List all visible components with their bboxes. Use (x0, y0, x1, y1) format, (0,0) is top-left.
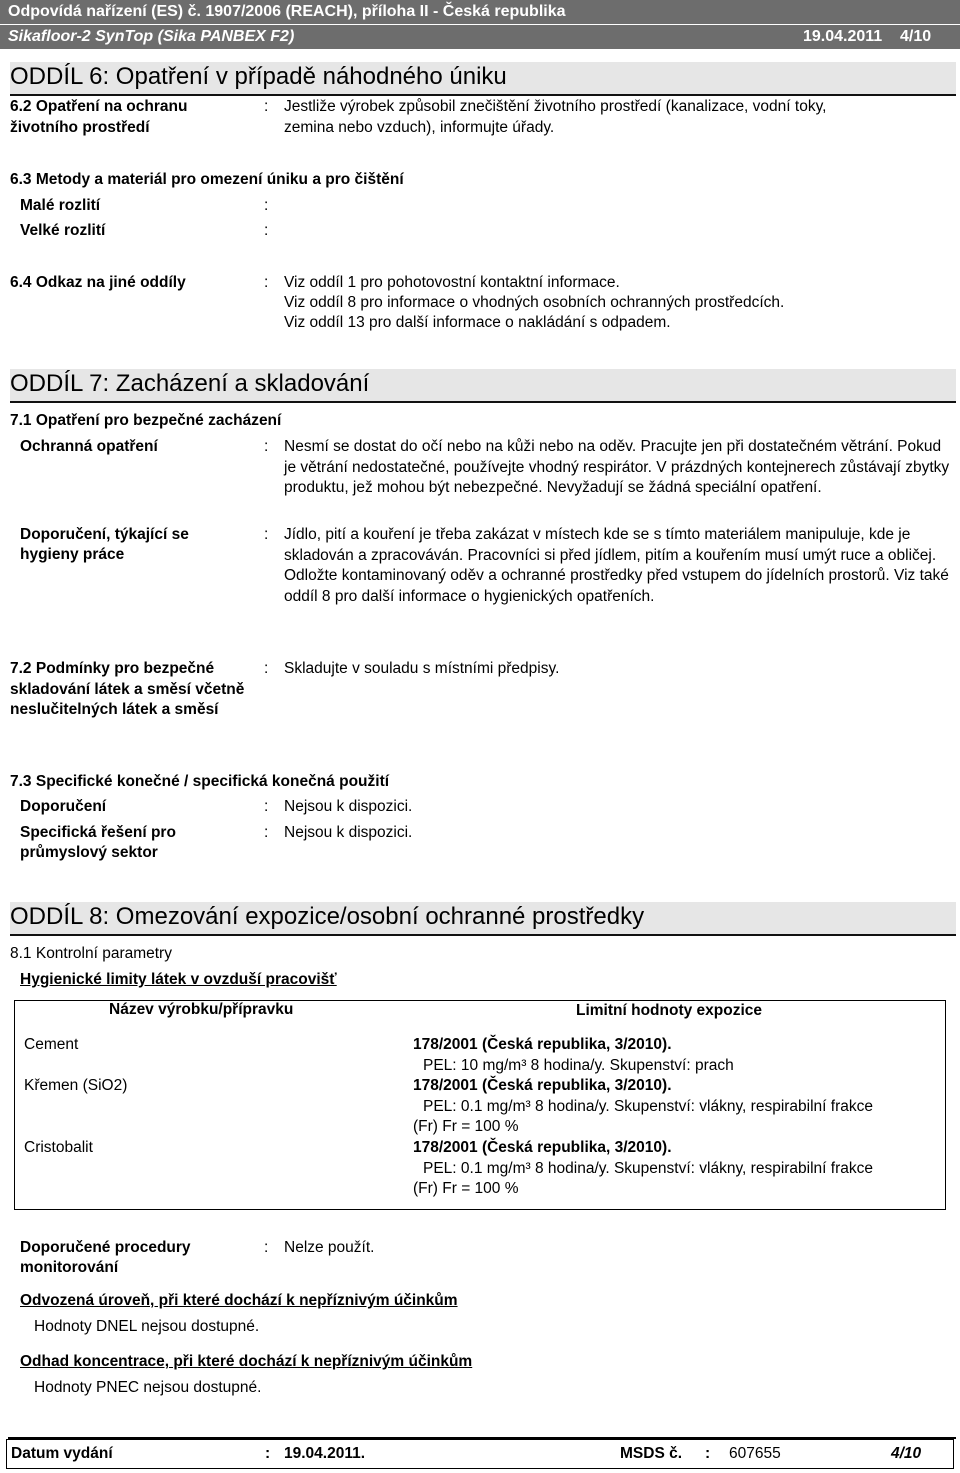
storage-text: Skladujte v souladu s místními předpisy. (284, 660, 560, 677)
pnec-text: Hodnoty PNEC nejsou dostupné. (34, 1379, 262, 1396)
row-reg-quartz: 178/2001 (Česká republika, 3/2010). (413, 1077, 672, 1094)
control-params-title: 8.1 Kontrolní parametry (10, 945, 172, 962)
hygiene-text: Jídlo, pití a kouření je třeba zakázat v místech kde se s tímto materiálem manipuluje, kde je skladován a zpracováván. Pracovníci si před jídlem, pitím a kouřením musí umýt ruce a obličej. Odložte kontaminovaný oděv a ochranné prostředky před vstupem do jídelních prostorů. Viz také oddíl 8 pro další informace o hygienických opatřeních. (284, 526, 949, 605)
env-label-line1: 6.2 Opatření na ochranu (10, 98, 188, 115)
industry-colon: : (264, 824, 269, 841)
ref-line2: Viz oddíl 8 pro informace o vhodných osobních ochranných prostředcích. (284, 294, 785, 311)
storage-colon: : (264, 660, 269, 677)
row-detail2-cristobalite: (Fr) Fr = 100 % (413, 1180, 519, 1197)
ref-label: 6.4 Odkaz na jiné oddíly (10, 274, 186, 291)
protect-label: Ochranná opatření (20, 438, 158, 455)
pnec-heading: Odhad koncentrace, při které dochází k nepříznivým účinkům (20, 1353, 473, 1370)
row-name-cement: Cement (24, 1036, 79, 1053)
issue-date-label: Datum vydání (11, 1445, 113, 1462)
hygiene-label-line1: Doporučení, týkající se (20, 526, 189, 543)
header-regulation-bar (0, 0, 960, 24)
methods-title: 6.3 Metody a materiál pro omezení úniku a pro čištění (10, 171, 404, 188)
row-detail-cement: PEL: 10 mg/m³ 8 hodina/y. Skupenství: prach (423, 1057, 734, 1074)
env-text-line2: zemina nebo vzduch), informujte úřady. (284, 119, 555, 136)
row-reg-cement: 178/2001 (Česká republika, 3/2010). (413, 1036, 672, 1053)
rec-colon: : (264, 798, 269, 815)
msds-label: MSDS č. (620, 1445, 683, 1462)
row-detail-cristobalite: PEL: 0.1 mg/m³ 8 hodina/y. Skupenství: vlákny, respirabilní frakce (423, 1160, 873, 1177)
issue-date-value: 19.04.2011. (284, 1445, 366, 1462)
industry-value: Nejsou k dispozici. (284, 824, 413, 841)
row-reg-cristobalite: 178/2001 (Česká republika, 3/2010). (413, 1139, 672, 1156)
row-name-cristobalite: Cristobalit (24, 1139, 93, 1156)
large-spill-colon: : (264, 222, 269, 239)
product-name: Sikafloor-2 SynTop (Sika PANBEX F2) (8, 28, 295, 45)
monitor-label-line2: monitorování (20, 1259, 119, 1276)
footer (6, 1439, 954, 1469)
env-colon: : (264, 98, 269, 115)
section-6-title: ODDÍL 6: Opatření v případě náhodného úniku (10, 62, 956, 96)
hygiene-colon: : (264, 526, 269, 543)
section-7-title: ODDÍL 7: Zacházení a skladování (10, 369, 956, 403)
header-product-bar (0, 25, 960, 49)
col-header-name: Název výrobku/přípravku (109, 1001, 294, 1018)
hygiene-label-line2: hygieny práce (20, 546, 125, 563)
msds-value: 607655 (729, 1445, 781, 1462)
ref-colon: : (264, 274, 269, 291)
protect-colon: : (264, 438, 269, 455)
exposure-limits-table (14, 1000, 946, 1210)
footer-page: 4/10 (891, 1445, 922, 1462)
ref-line1: Viz oddíl 1 pro pohotovostní kontaktní informace. (284, 274, 620, 291)
msds-colon: : (705, 1445, 711, 1462)
row-detail-quartz: PEL: 0.1 mg/m³ 8 hodina/y. Skupenství: vlákny, respirabilní frakce (423, 1098, 873, 1115)
protect-text: Nesmí se dostat do očí nebo na kůži nebo na oděv. Pracujte jen při dostatečném větrání. Pokud je větrání nedostatečné, používejte vhodný respirátor. V prázdných kontejnerech zůstávají zbytky produktu, jež mohou být nebezpečné. Nevyžadují se žádná speciální opatření. (284, 438, 950, 496)
col-header-limits: Limitní hodnoty expozice (576, 1002, 763, 1019)
dnel-heading: Odvozená úroveň, při které dochází k nepříznivým účinkům (20, 1292, 458, 1309)
regulation-text: Odpovídá nařízení (ES) č. 1907/2006 (REACH), příloha II - Česká republika (8, 3, 566, 20)
header-page: 4/10 (900, 28, 932, 45)
monitor-label-line1: Doporučené procedury (20, 1239, 191, 1256)
header-date: 19.04.2011 (803, 28, 883, 45)
industry-label-line1: Specifická řešení pro (20, 824, 176, 841)
small-spill-label: Malé rozlití (20, 197, 101, 214)
specific-use-title: 7.3 Specifické konečné / specifická konečná použití (10, 773, 390, 790)
rec-value: Nejsou k dispozici. (284, 798, 413, 815)
storage-label: 7.2 Podmínky pro bezpečné skladování látek a směsí včetně neslučitelných látek a směsí (10, 660, 245, 718)
small-spill-colon: : (264, 197, 269, 214)
env-text-line1: Jestliže výrobek způsobil znečištění životního prostředí (kanalizace, vodní toky, (284, 98, 827, 115)
monitor-colon: : (264, 1239, 269, 1256)
dnel-text: Hodnoty DNEL nejsou dostupné. (34, 1318, 260, 1335)
issue-date-colon: : (265, 1445, 271, 1462)
env-label-line2: životního prostředí (10, 119, 150, 136)
safe-handling-title: 7.1 Opatření pro bezpečné zacházení (10, 412, 282, 429)
ref-line3: Viz oddíl 13 pro další informace o nakládání s odpadem. (284, 314, 671, 331)
industry-label-line2: průmyslový sektor (20, 844, 158, 861)
large-spill-label: Velké rozlití (20, 222, 106, 239)
monitor-value: Nelze použít. (284, 1239, 375, 1256)
section-8-title: ODDÍL 8: Omezování expozice/osobní ochranné prostředky (10, 902, 956, 936)
row-detail2-quartz: (Fr) Fr = 100 % (413, 1118, 519, 1135)
row-name-quartz: Křemen (SiO2) (24, 1077, 128, 1094)
rec-label: Doporučení (20, 798, 107, 815)
limits-heading: Hygienické limity látek v ovzduší pracovišť (20, 971, 337, 988)
